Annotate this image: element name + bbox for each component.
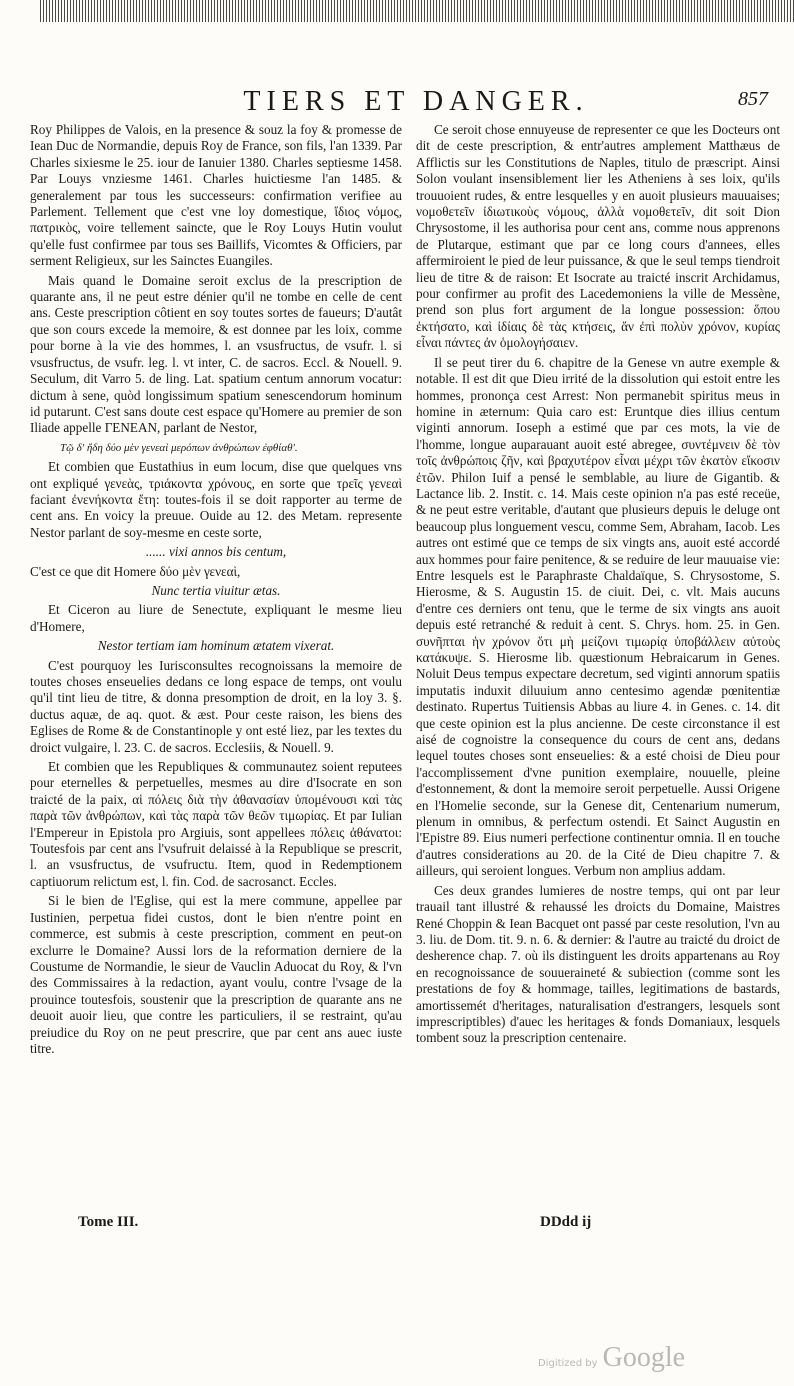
paragraph: Et combien que les Republiques & communautez soient reputees pour eternelles & perpetuelles, mesmes au dire d'Isocrate en son traicté de la paix, αἱ πόλεις διὰ τὴν ἀθανασίαν ὑπομένουσι καὶ τὰς παρὰ τῶν ἀνθρώπων, καὶ τὰς παρὰ τῶν θεῶν τιμωρίας. Et par Iulian l'Empereur in Epistola pro Argiuis, sont appellees πόλεις ἀθάνατοι: Toutesfois par cent ans l'vsufruit delaissé à la Republique se prescrit, l. an vsusfructus, de vsufructu. Item, quod in Redemptionem captiuorum relictum est, l. fin. Cod. de sacrosanct. Eccles. bbox=[30, 759, 402, 889]
paragraph: Il se peut tirer du 6. chapitre de la Genese vn autre exemple & notable. Il est dit que Dieu irrité de la dissolution qui estoit entre les hommes, prononça cest Arrest: Non permanebit spiritus meus in homine in æternum: Quia caro est: Eruntque dies illius centum viginti annorum. Ioseph a estimé que par ces mots, la vie de l'homme, longue auparauant auoit esté abregee, συντέμνειν δὲ τὸν τοῖς ἀνθρώποις ζῆν, καὶ βραχυτέρον εἶναι μέχρι τῶν ἑκατὸν εἴκοσιν ἐτῶν. Philon Iuif a pensé le semblable, au liure de Gigantib. & Lactance lib. 2. Instit. c. 14. Mais ceste opinion n'a pas esté receüe, & ne peut estre veritable, d'autant que plusieurs depuis le deluge ont beaucoup plus longuement vescu, comme Sem, Abraham, Iacob. Les autres ont estimé que ce temps de six vingts ans, auoit esté accordé aux hommes pour faire penitence, & se reduire de leur mauuaise vie: Entre lesquels est le Paraphraste Chaldaïque, S. Chrysostome, S. Hierosme, & S. Augustin 15. de ciuit. Dei, c. vlt. Mais aucuns d'entre ces derniers ont tenu, que le terme de six vingts ans auoit depuis esté retranché & reduit à cent. S. Chrys. hom. 25. in Gen. συνῆπται ἡν χρόνον ὅτι μὴ μείζονι τιμωρίᾳ ὑποβάλλειν αὐτοὺς κατάκυψε. S. Hierosme lib. quæstionum Hebraicarum in Genes. Noluit Deus tempus expectare decretum, sed viginti annorum spatiis imputatis induxit diluuium anno centesimo agendæ pœnitentiæ destinato. Rupertus Tuitiensis Abbas au liure 4. in Genes. c. 14. dit que ceste opinion est la plus ancienne. De ceste circonstance il est aisé de cognoistre la consequence du cours de cent ans, dedans lequel toutes choses sont enseuelies: & a esté choisi de Dieu pour l'accomplissement d'vne punition exemplaire, nouuelle, pleine d'estonnement, & dont la memoire seroit perpetuelle. Aussi Origene en l'Homelie seconde, sur la Genese dit, Centenarium numerum, plenum in omnibus, & perfectum ostendi. Et Sainct Augustin en l'Epistre 89. Eius numeri perfectione continentur omnia. Il en touche d'autres considerations au 20. de la Cité de Dieu chapitre 7. & ailleurs, qui seroient longues. Verbum non amplius addam. bbox=[416, 354, 780, 879]
verse-line: ...... vixi annos bis centum, bbox=[145, 544, 287, 560]
paragraph: Ce seroit chose ennuyeuse de representer ce que les Docteurs ont dit de ceste prescription, & entr'autres amplement Matthæus de Afflictis sur les Constitutions de Naples, titulo de præscript. Ainsi Solon voulant insensiblement lier les Atheniens à ses loix, qu'ils trouuoient rudes, & entre lesquelles y en auoit plusieurs mauuaises; νομοθετεῖν ἰδιωτικοὺς νόμους, ἀλλὰ νομοθετεῖν, dit soit Dion Chrysostome, il les authorisa pour cent ans, comme nous apprenons de Plutarque, estimant que par ce long cours d'annees, elles affermiroient le pied de leur puissance, & que le seul temps tiendroit lieu de titre & de raison: Et Isocrate au traicté inscrit Archidamus, pour confirmer au profit des Lacedemoniens la ville de Messène, prend son plus fort argument de la longue possession: ὅπου ἐκτήσατο, καὶ ἰδίαις δὲ τὰς κτήσεις, ἄν ἐπὶ πολὺν χρόνον, κυρίας εἶναι πάντες ἀν ὁμολογήσαιεν. bbox=[416, 122, 780, 351]
signature-mark: DDdd ij bbox=[540, 1214, 592, 1230]
paragraph: Et Ciceron au liure de Senectute, expliquant le mesme lieu d'Homere, bbox=[30, 602, 402, 634]
right-column bbox=[416, 122, 780, 1050]
greek-quote: Τῷ δ' ἤδη δύο μὲν γενεαὶ μερόπων ἀνθρώπων ἐφθίαθ'. bbox=[60, 441, 298, 454]
watermark-prefix: Digitized by bbox=[538, 1358, 598, 1369]
scan-edge-band bbox=[40, 0, 794, 22]
paragraph: Et combien que Eustathius in eum locum, dise que quelques vns ont expliqué γενεὰς, τριάκοντα χρόνους, en sorte que τρεῖς γενεαὶ faciant ἐνενήκοντα ἔτη: toutes-fois il se doit rapporter au terme de cent ans. En voicy la preuue. Ouide au 12. des Metam. represente Nestor parlant de soy-mesme en ceste sorte, bbox=[30, 459, 402, 540]
volume-label: Tome III. bbox=[78, 1214, 139, 1230]
left-column bbox=[30, 122, 402, 1060]
paragraph: Si le bien de l'Eglise, qui est la mere commune, appellee par Iustinien, perpetua fidei custos, dont le bien n'entre point en commerce, est submis à ceste prescription, comment en peut-on exclurre le Domaine? Aussi lors de la reformation derniere de la Coustume de Normandie, le sieur de Vauclin Aduocat du Roy, & l'vn des Commissaires à la redaction, ayant voulu, contre l'vsage de la prouince toutesfois, soustenir que la prescription de quarante ans ne deuoit auoir lieu, que contre les particuliers, il se restraint, qu'au preiudice du Roy on ne peut prescrire, que par cent ans auec iuste titre. bbox=[30, 893, 402, 1056]
paragraph: Roy Philippes de Valois, en la presence & souz la foy & promesse de Iean Duc de Normandie, depuis Roy de France, son fils, l'an 1339. Par Charles sixiesme le 25. iour de Ianuier 1380. Charles septiesme 1458. Par Louys vnziesme 1461. Charles huictiesme l'an 1485. & generalement par tous les successeurs: confirmation verifiee au Parlement. Tellement que c'est vne loy domestique, ἴδιος νόμος, πατρικὸς, voire tellement saincte, que le Roy Louys Hutin voulut qu'elle fust confirmee par tous ses Baillifs, Vicomtes & Officiers, par serment Religieux, sur les Sainctes Euangiles. bbox=[30, 122, 402, 269]
running-head: TIERS ET DANGER. bbox=[243, 86, 589, 117]
paragraph: C'est ce que dit Homere δύο μὲν γενεαὶ, bbox=[30, 563, 241, 579]
verse-line: Nunc tertia viuitur ætas. bbox=[151, 582, 281, 598]
digitized-watermark bbox=[538, 1342, 685, 1374]
paragraph: Ces deux grandes lumieres de nostre temps, qui ont par leur trauail tant illustré & rehaussé les droicts du Domaine, Maistres René Choppin & Iean Bacquet ont passé par ceste resolution, l'vn au 3. liu. de Dom. tit. 9. n. 6. & dernier: & l'autre au traicté du droict de desherence chap. 7. où ils distinguent les droits appartenans au Roy en recognoissance de souueraineté & subiection (comme sont les prestations de foy & hommage, tailles, legitimations de bastards, amortissemét d'heritages, naturalisation d'estrangers, lesquels sont imprescriptibles) d'auec les heritages & fonds Domaniaux, lesquels tombent souz la prescription centenaire. bbox=[416, 882, 780, 1046]
paragraph: Mais quand le Domaine seroit exclus de la prescription de quarante ans, il ne peut estre dénier qu'il ne tombe en celle de cent ans. Ceste prescription côtient en soy toutes sortes de faueurs; D'autât que son cours excede la memoire, & est donnee par les loix, comme pour borne à la vie des hommes, l. an vsusfructus, de vsufr. l. si vsusfructus, de vsufr. leg. l. vt inter, C. de sacros. Eccl. & Nouell. 9. Seculum, dit Varro 5. de ling. Lat. spatium centum annorum vocatur: dictum à sene, quòd longissimum spatium senescendorum hominum id putarunt. C'est sans doute cest espace qu'Homere au premier de son Iliade appelle ΓΕΝΕΑΝ, parlant de Nestor, bbox=[30, 272, 402, 436]
page-number: 857 bbox=[738, 88, 768, 110]
watermark-brand: Google bbox=[602, 1342, 686, 1373]
verse-line: Nestor tertiam iam hominum ætatem vixerat. bbox=[97, 638, 335, 654]
paragraph: C'est pourquoy les Iurisconsultes recognoissans la memoire de toutes choses enseuelies dedans ce long espace de temps, ont voulu qu'il tint lieu de titre, & donna presomption de droit, en la loy 3. §. ductus aquæ, de aq. quot. & æst. Pour ceste raison, les biens des Eglises de Rome & de Constantinople y ont esté liez, par les textes du droict vulgaire, l. 23. C. de sacros. Ecclesiis, & Nouell. 9. bbox=[30, 657, 402, 755]
